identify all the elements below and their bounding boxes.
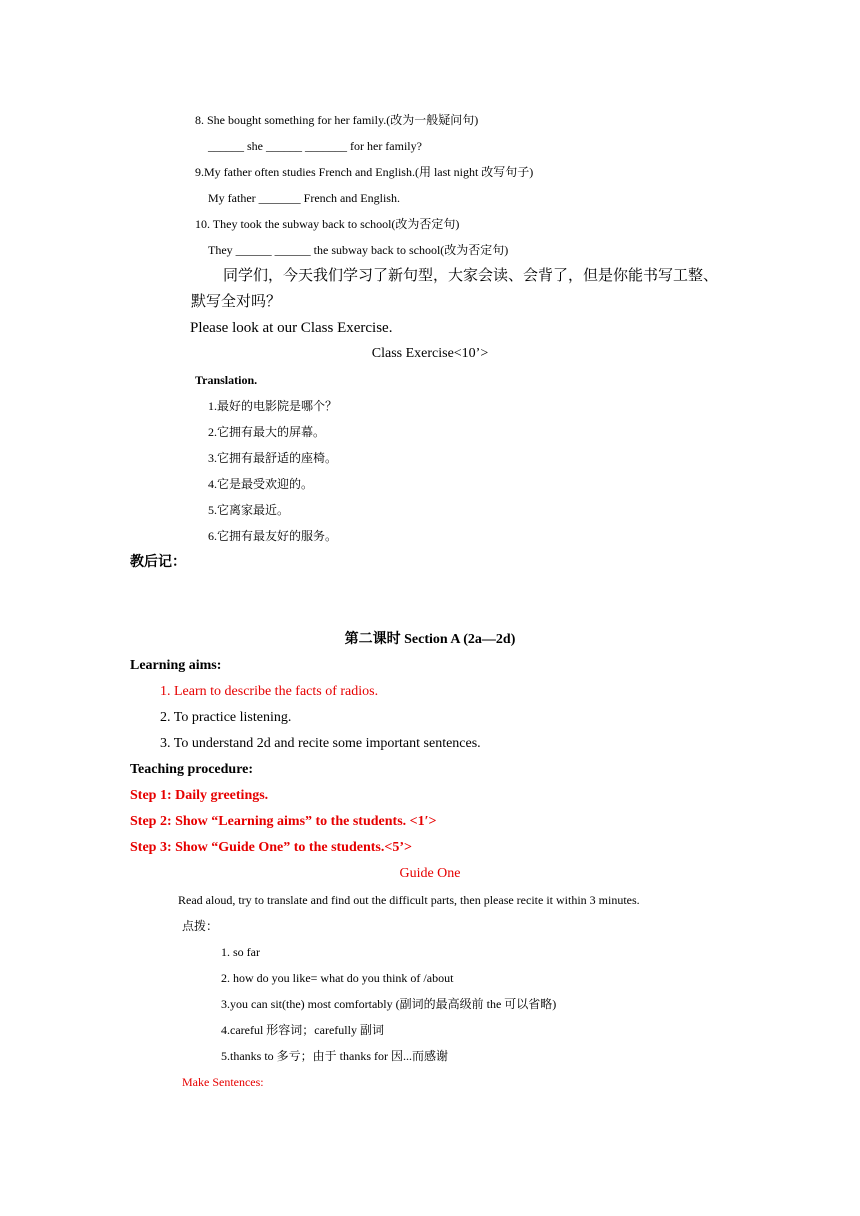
tips-label: 点拨：: [182, 919, 219, 933]
exercise-8-question: 8. She bought something for her family.(改为一般疑问句): [195, 113, 479, 127]
learning-aim-item: 3. To understand 2d and recite some important sentences.: [160, 736, 481, 751]
exercise-9-answer: My father _______ French and English.: [208, 191, 400, 205]
translation-item: 5.它离家最近。: [208, 503, 290, 517]
procedure-step: Step 1: Daily greetings.: [130, 788, 269, 803]
make-sentences-label: Make Sentences:: [182, 1075, 264, 1089]
intro-paragraph-line-2: 默写全对吗？: [191, 294, 282, 310]
look-instruction: Please look at our Class Exercise.: [190, 320, 393, 336]
exercise-9-question: 9.My father often studies French and English.(用 last night 改写句子): [195, 165, 534, 179]
procedure-step: Step 3: Show “Guide One” to the students.<5’>: [130, 840, 412, 855]
translation-item: 2.它拥有最大的屏幕。: [208, 425, 326, 439]
after-class-notes-label: 教后记：: [130, 555, 186, 570]
class-exercise-title: Class Exercise<10’>: [371, 346, 489, 361]
tip-item: 3.you can sit(the) most comfortably (副词的最高级前 the 可以省略): [221, 997, 557, 1011]
learning-aims-label: Learning aims:: [130, 658, 222, 673]
exercise-8-answer: ______ she ______ _______ for her family?: [208, 139, 422, 153]
translation-label: Translation.: [195, 373, 258, 387]
tip-item: 4.careful 形容词；carefully 副词: [221, 1023, 384, 1037]
tip-item: 1. so far: [221, 945, 260, 959]
procedure-step: Step 2: Show “Learning aims” to the students. <1′>: [130, 814, 437, 829]
translation-item: 3.它拥有最舒适的座椅。: [208, 451, 338, 465]
exercise-10-question: 10. They took the subway back to school(改为否定句): [195, 217, 460, 231]
tip-item: 5.thanks to 多亏；由于 thanks for 因...而感谢: [221, 1049, 448, 1063]
learning-aim-item: 2. To practice listening.: [160, 710, 292, 725]
teaching-procedure-label: Teaching procedure:: [130, 762, 254, 777]
tip-item: 2. how do you like= what do you think of /about: [221, 971, 454, 985]
guide-one-title: Guide One: [399, 866, 461, 881]
guide-instruction: Read aloud, try to translate and find out the difficult parts, then please recite it within 3 minutes.: [178, 893, 640, 907]
translation-item: 4.它是最受欢迎的。: [208, 477, 314, 491]
translation-item: 6.它拥有最友好的服务。: [208, 529, 338, 543]
intro-paragraph-line-1: 同学们，今天我们学习了新句型，大家会读、会背了，但是你能书写工整、: [223, 268, 719, 284]
lesson-2-title: 第二课时 Section A (2a—2d): [344, 632, 516, 647]
learning-aim-item: 1. Learn to describe the facts of radios.: [160, 684, 379, 699]
exercise-10-answer: They ______ ______ the subway back to school(改为否定句): [208, 243, 509, 257]
translation-item: 1.最好的电影院是哪个？: [208, 399, 338, 413]
